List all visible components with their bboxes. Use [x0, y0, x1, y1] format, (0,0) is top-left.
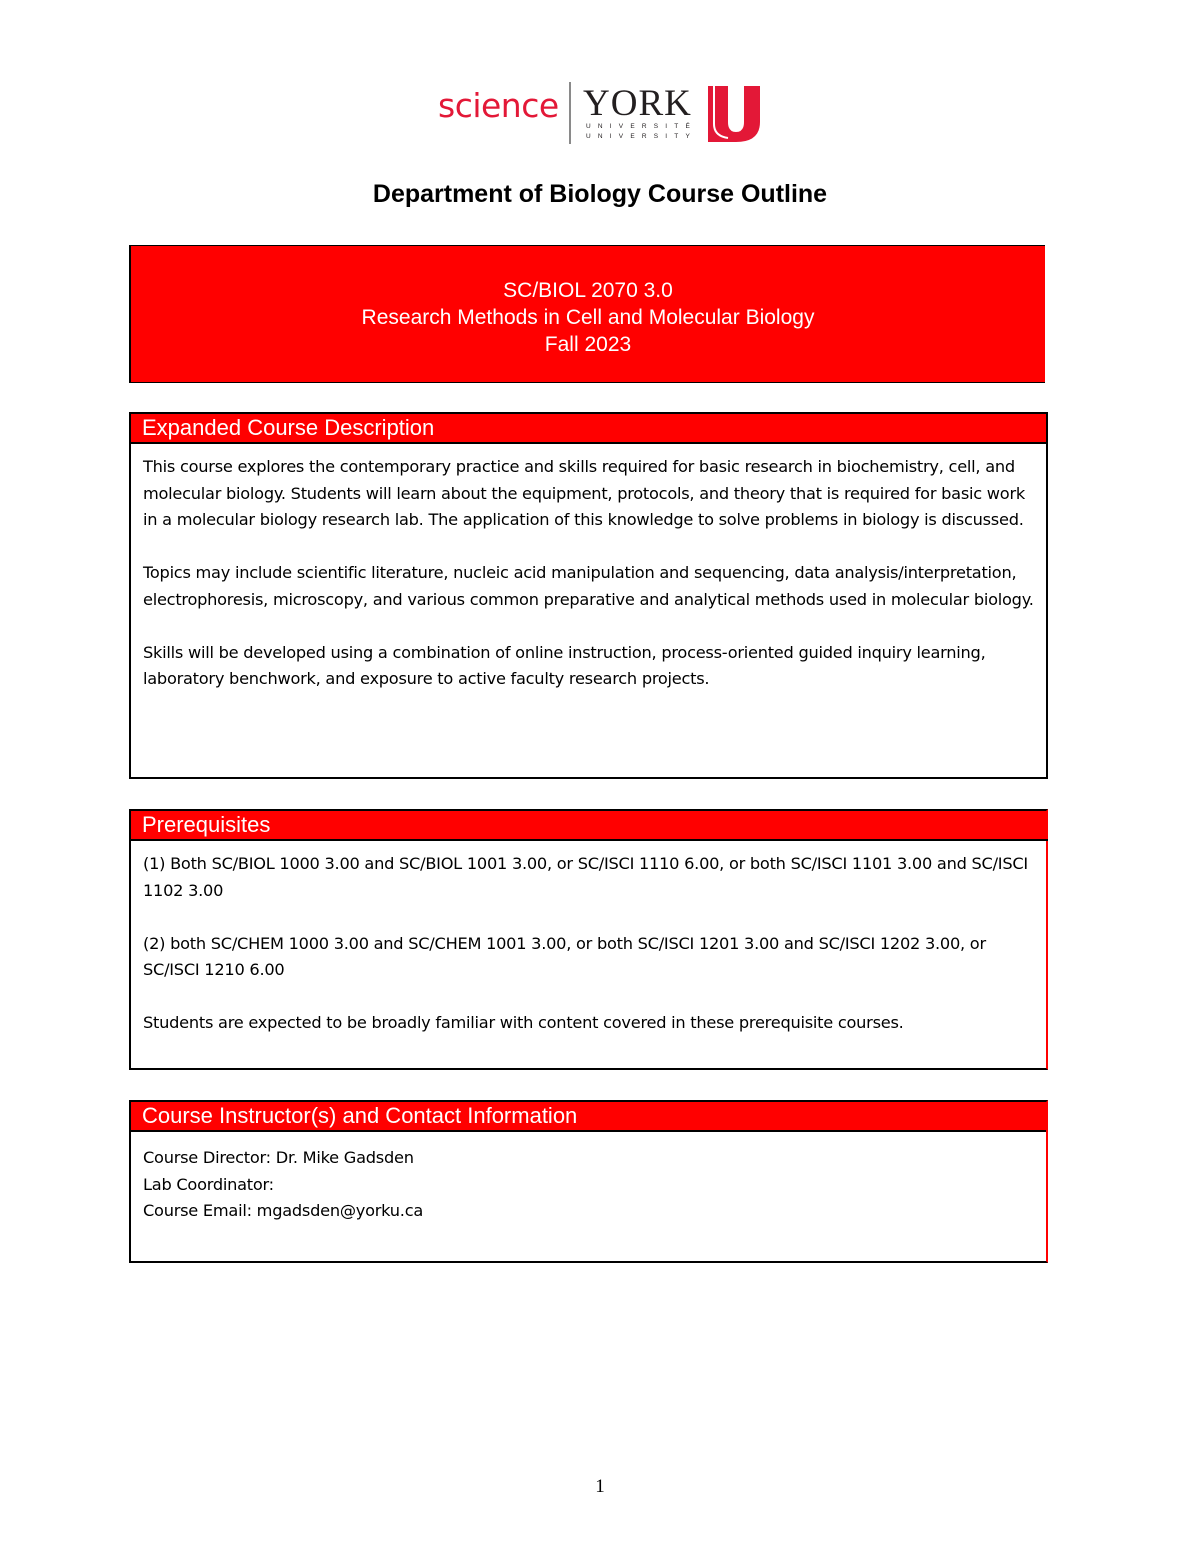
- course-name: Research Methods in Cell and Molecular Biology: [361, 306, 815, 329]
- course-description-section: [129, 412, 1048, 779]
- course-director-line: Course Director: Dr. Mike Gadsden: [143, 1148, 414, 1167]
- prerequisites-section: [129, 809, 1048, 1070]
- section-heading: Prerequisites: [131, 811, 1048, 841]
- prerequisite-item: (2) both SC/CHEM 1000 3.00 and SC/CHEM 1001 3.00, or both SC/ISCI 1201 3.00 and SC/ISCI 1202 3.00, or SC/ISCI 1210 6.00: [143, 933, 986, 979]
- description-paragraph: Skills will be developed using a combination of online instruction, process-oriented guided inquiry learning, laboratory benchwork, and exposure to active faculty research projects.: [143, 642, 986, 688]
- page-number: 1: [595, 1476, 605, 1497]
- section-body: [131, 841, 1046, 1037]
- section-body: [131, 444, 1046, 693]
- contact-section: [129, 1100, 1048, 1263]
- logo-university-text: UNIVERSITY: [586, 133, 698, 140]
- prerequisite-note: Students are expected to be broadly familiar with content covered in these prerequisite courses.: [143, 1013, 904, 1032]
- science-york-logo: [436, 80, 766, 148]
- logo-science-text: science: [438, 86, 559, 125]
- description-paragraph: This course explores the contemporary practice and skills required for basic research in biochemistry, cell, and molecular biology. Students will learn about the equipment, protocols, and theory that is required for basic work in a molecular biology research lab. The application of this knowledge to solve problems in biology is discussed.: [143, 457, 1025, 529]
- prerequisite-item: (1) Both SC/BIOL 1000 3.00 and SC/BIOL 1001 3.00, or SC/ISCI 1110 6.00, or both SC/ISCI 1101 3.00 and SC/ISCI 1102 3.00: [143, 854, 1028, 900]
- lab-coordinator-line: Lab Coordinator:: [143, 1174, 274, 1194]
- section-heading: Course Instructor(s) and Contact Information: [131, 1102, 1046, 1132]
- york-u-logo-icon: [706, 84, 762, 144]
- logo-divider: [569, 82, 571, 144]
- logo-york-text: YORK: [583, 83, 692, 124]
- course-code: SC/BIOL 2070 3.0: [503, 279, 673, 302]
- logo-universite-text: UNIVERSITÉ: [586, 123, 698, 130]
- page-title: Department of Biology Course Outline: [372, 180, 828, 208]
- section-heading: Expanded Course Description: [131, 414, 1046, 444]
- course-banner: [129, 245, 1045, 383]
- section-body: [131, 1132, 1046, 1225]
- course-email-line: Course Email: mgadsden@yorku.ca: [143, 1201, 424, 1220]
- course-term: Fall 2023: [544, 333, 632, 356]
- description-paragraph: Topics may include scientific literature, nucleic acid manipulation and sequencing, data analysis/interpretation, electrophoresis, microscopy, and various common preparative and analytical methods used in molecular biology.: [143, 563, 1034, 609]
